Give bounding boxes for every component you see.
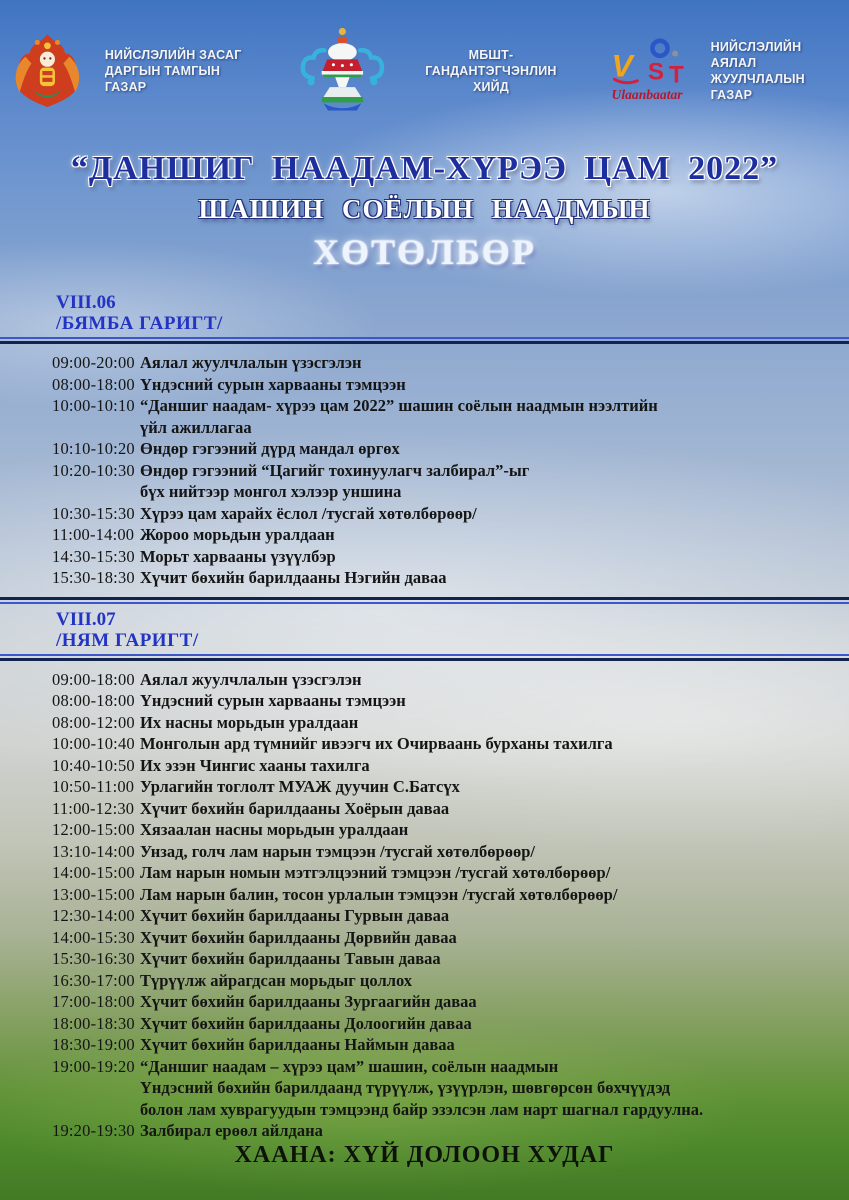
schedule-item [52, 1056, 837, 1121]
item-time: 10:10-10:20 [52, 439, 135, 458]
item-time: 11:00-12:30 [52, 798, 135, 818]
section-divider [0, 597, 849, 604]
section-date: VIII.06 [56, 292, 116, 313]
item-text [140, 733, 837, 755]
header [0, 26, 849, 116]
item-text-line: Морьт харвааны үзүүлбэр [140, 546, 336, 566]
schedule-list [0, 350, 849, 593]
item-text-line: Хүчит бөхийн барилдааны Дөрвийн даваа [140, 927, 457, 947]
item-text [140, 948, 837, 970]
schedule-item [52, 927, 837, 949]
schedule-list [0, 667, 849, 1146]
item-text [140, 841, 837, 863]
schedule-item [52, 841, 837, 863]
schedule-item [52, 567, 837, 589]
schedule-item [52, 819, 837, 841]
item-text-line: Лам нарын номын мэтгэлцээний тэмцээн /тусгай хөтөлбөрөөр/ [140, 863, 611, 882]
item-text [140, 905, 837, 927]
item-text-line: Үндэсний сурын харвааны тэмцээн [140, 691, 406, 710]
item-text-line: Залбирал ерөөл айлдана [140, 1121, 323, 1140]
tourism-department-name [711, 39, 849, 104]
city-emblem-icon [0, 29, 95, 113]
schedule-item [52, 905, 837, 927]
item-text [140, 524, 837, 546]
location-text: ХААНА: ХҮЙ ДОЛООН ХУДАГ [234, 1142, 615, 1168]
org-name-line: ЖУУЛЧЛАЛЫН ГАЗАР [710, 72, 805, 103]
item-text [140, 798, 837, 820]
item-text-line: Аялал жуулчлалын үзэсгэлэн [140, 669, 362, 689]
item-text [140, 755, 837, 777]
section-date: VIII.07 [56, 608, 116, 630]
item-text-line: Хүчит бөхийн барилдааны Нэгийн даваа [140, 568, 447, 587]
item-text [140, 567, 837, 589]
schedule-item [52, 798, 837, 820]
org-name-line: ХИЙД [472, 80, 509, 95]
schedule-item [52, 1034, 837, 1056]
logo-group-city-government [0, 29, 263, 113]
item-text [140, 776, 837, 798]
item-text [140, 352, 837, 374]
item-time: 09:00-20:00 [52, 353, 135, 372]
ulaanbaatar-script-text: Ulaanbaatar [611, 87, 683, 103]
city-government-name [105, 47, 264, 96]
item-time: 17:00-18:00 [52, 992, 135, 1011]
item-time: 14:30-15:30 [52, 546, 135, 566]
visit-letter-o [652, 41, 667, 56]
item-time: 10:20-10:30 [52, 460, 135, 480]
item-text [140, 712, 837, 734]
schedule-sections [0, 292, 849, 1146]
item-text-line: Түрүүлж айрагдсан морьдыг цоллох [140, 970, 413, 990]
schedule-item [52, 669, 837, 691]
item-time: 12:30-14:00 [52, 906, 135, 925]
item-time: 19:20-19:30 [52, 1121, 135, 1140]
schedule-item [52, 991, 837, 1013]
item-text [140, 374, 837, 396]
visit-letter-s: S [647, 58, 664, 86]
item-time: 14:00-15:30 [52, 927, 135, 947]
section-day: /НЯМ ГАРИГТ/ [56, 629, 199, 651]
schedule-item [52, 733, 837, 755]
item-text [140, 970, 837, 992]
org-name-line: МБШТ- ГАНДАНТЭГЧЭНЛИН [425, 47, 557, 78]
item-text-line: “Даншиг наадам- хүрээ цам 2022” шашин соёлын наадмын нээлтийн [140, 396, 658, 415]
item-time: 10:00-10:10 [52, 396, 135, 415]
item-text-line: Унзад, голч лам нарын тэмцээн /тусгай хөтөлбөрөөр/ [140, 841, 535, 861]
item-text [140, 438, 837, 460]
title-event-name: “ДАНШИГ НААДАМ-ХҮРЭЭ ЦАМ 2022” [70, 150, 779, 187]
org-name-line: ДАРГЫН ТАМГЫН ГАЗАР [104, 63, 221, 95]
schedule-item [52, 948, 837, 970]
item-time: 08:00-18:00 [52, 691, 135, 710]
item-time: 11:00-14:00 [52, 525, 135, 544]
item-time: 08:00-18:00 [52, 374, 135, 394]
item-text-line: Хүчит бөхийн барилдааны Гурвын даваа [140, 906, 450, 925]
monastery-name [402, 47, 580, 96]
schedule-section-VIII.07 [0, 609, 849, 1146]
item-text [140, 927, 837, 949]
item-time: 10:00-10:40 [52, 734, 135, 753]
visit-ulaanbaatar-icon [610, 29, 701, 113]
item-time: 13:10-14:00 [52, 841, 135, 861]
schedule-item [52, 1013, 837, 1035]
schedule-item [52, 546, 837, 568]
item-text [140, 862, 837, 884]
item-time: 10:30-15:30 [52, 503, 135, 523]
section-day: /БЯМБА ГАРИГТ/ [56, 313, 223, 334]
item-text-line: Үндэсний бөхийн барилдаанд түрүүлж, үзүүрлэн, шөвгөрсөн бөхчүүдэд [140, 1078, 671, 1097]
item-text-line: Хүрээ цам харайх ёслол /тусгай хөтөлбөрөөр/ [140, 503, 477, 523]
org-name-line: НИЙСЛЭЛИЙН АЯЛАЛ [710, 39, 802, 70]
logo-group-tourism [610, 29, 849, 113]
item-text [140, 1013, 837, 1035]
item-text [140, 503, 837, 525]
item-text [140, 690, 837, 712]
title-subtitle: ШАШИН СОЁЛЫН НААДМЫН [198, 194, 651, 224]
item-text-line: “Даншиг наадам – хүрээ цам” шашин, соёлын наадмын [140, 1056, 559, 1076]
schedule-item [52, 1120, 837, 1142]
section-header-rule [0, 337, 849, 344]
item-text-line: Үндэсний сурын харвааны тэмцээн [140, 374, 406, 394]
item-time: 08:00-12:00 [52, 712, 135, 732]
schedule-item [52, 460, 837, 503]
schedule-item [52, 374, 837, 396]
logo-group-monastery [293, 26, 579, 116]
item-text-line: Хүчит бөхийн барилдааны Долоогийн даваа [140, 1013, 472, 1033]
item-text-line: Аялал жуулчлалын үзэсгэлэн [140, 353, 362, 372]
item-text-line: болон лам хуврагуудын тэмцээнд байр эзэлсэн лам нарт шагнал гардуулна. [140, 1099, 704, 1119]
item-text-line: Хязаалан насны морьдын уралдаан [140, 820, 409, 839]
item-text-line: Хүчит бөхийн барилдааны Зургаагийн даваа [140, 992, 477, 1011]
item-text [140, 395, 837, 438]
item-text [140, 546, 837, 568]
item-text [140, 1034, 837, 1056]
item-text-line: Их эзэн Чингис хааны тахилга [140, 755, 370, 775]
schedule-item [52, 776, 837, 798]
item-time: 10:50-11:00 [52, 777, 135, 796]
org-name-line: НИЙСЛЭЛИЙН ЗАСАГ [104, 47, 242, 62]
item-time: 09:00-18:00 [52, 669, 135, 689]
section-header [0, 292, 849, 334]
schedule-item [52, 503, 837, 525]
item-time: 12:00-15:00 [52, 820, 135, 839]
item-time: 18:00-18:30 [52, 1013, 135, 1033]
item-text-line: Өндөр гэгээний дүрд мандал өргөх [140, 439, 400, 458]
visit-letter-t: T [668, 61, 684, 89]
item-text [140, 1120, 837, 1142]
poster-title [0, 150, 849, 273]
schedule-item [52, 395, 837, 438]
schedule-item [52, 352, 837, 374]
item-text-line: Хүчит бөхийн барилдааны Хоёрын даваа [140, 798, 450, 818]
item-time: 16:30-17:00 [52, 970, 135, 990]
schedule-item [52, 690, 837, 712]
item-text-line: бүх нийтээр монгол хэлээр уншина [140, 482, 402, 501]
item-text-line: Жороо морьдын уралдаан [140, 525, 335, 544]
item-text [140, 884, 837, 906]
item-text-line: үйл ажиллагаа [140, 417, 252, 437]
schedule-item [52, 524, 837, 546]
item-time: 18:30-19:00 [52, 1035, 135, 1054]
visit-letter-v: V [611, 47, 633, 84]
item-text-line: Их насны морьдын уралдаан [140, 712, 359, 732]
item-text-line: Өндөр гэгээний “Цагийг тохинуулагч залбирал”-ыг [140, 460, 530, 480]
item-time: 10:40-10:50 [52, 755, 135, 775]
item-time: 19:00-19:20 [52, 1056, 135, 1076]
schedule-item [52, 862, 837, 884]
item-time: 15:30-16:30 [52, 949, 135, 968]
schedule-item [52, 755, 837, 777]
item-time: 14:00-15:00 [52, 863, 135, 882]
item-text [140, 819, 837, 841]
item-text [140, 460, 837, 503]
schedule-item [52, 712, 837, 734]
schedule-item [52, 438, 837, 460]
item-text [140, 991, 837, 1013]
item-text-line: Хүчит бөхийн барилдааны Тавын даваа [140, 949, 441, 968]
item-text [140, 669, 837, 691]
item-time: 13:00-15:00 [52, 884, 135, 904]
item-text-line: Хүчит бөхийн барилдааны Наймын даваа [140, 1035, 455, 1054]
section-header [0, 609, 849, 651]
schedule-section-VIII.06 [0, 292, 849, 593]
schedule-item [52, 884, 837, 906]
item-text-line: Монголын ард түмнийг ивээгч их Очирваань бурханы тахилга [140, 734, 613, 753]
item-time: 15:30-18:30 [52, 568, 135, 587]
schedule-item [52, 970, 837, 992]
monastery-emblem-icon [293, 26, 392, 116]
item-text [140, 1056, 837, 1121]
section-header-rule [0, 654, 849, 661]
title-program-word: ХӨТӨЛБӨР [313, 232, 536, 272]
item-text-line: Урлагийн тоглолт МУАЖ дуучин С.Батсүх [140, 777, 460, 796]
footer [0, 1142, 849, 1169]
item-text-line: Лам нарын балин, тосон урлалын тэмцээн /тусгай хөтөлбөрөөр/ [140, 884, 618, 904]
